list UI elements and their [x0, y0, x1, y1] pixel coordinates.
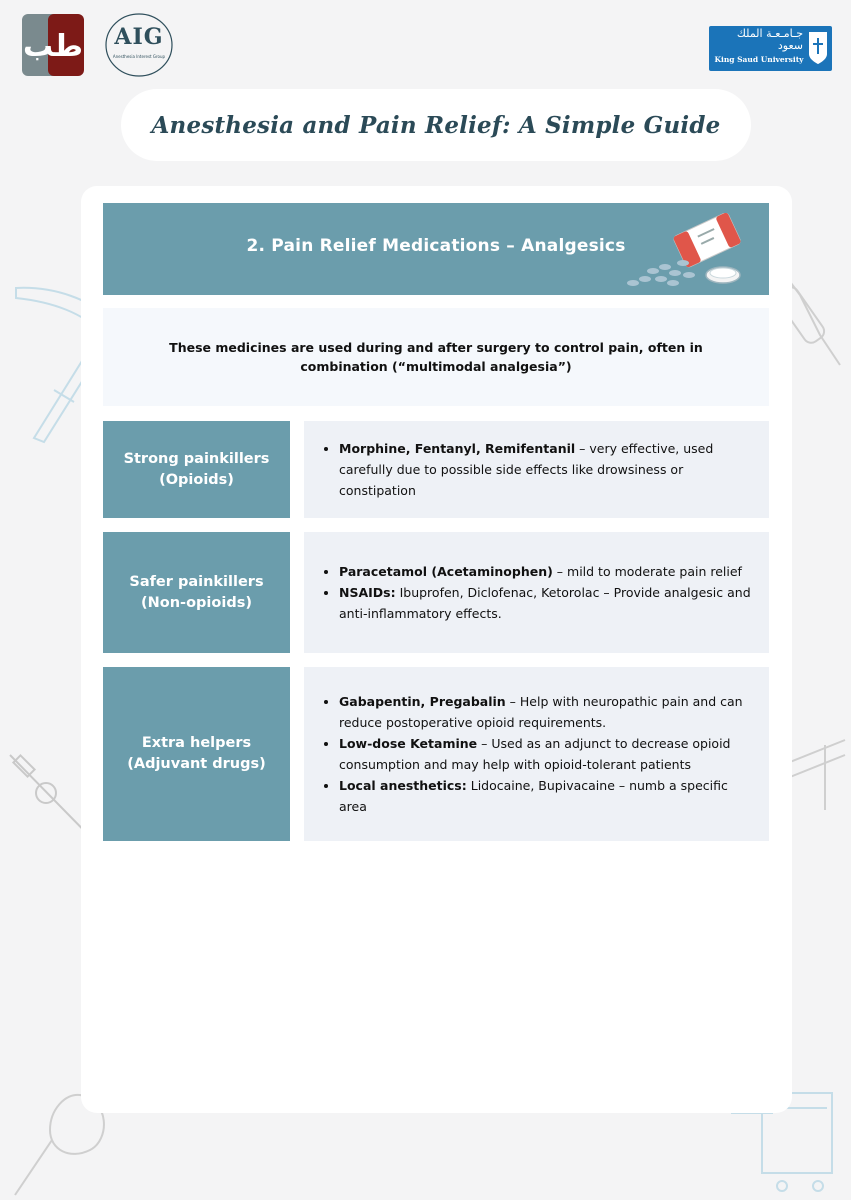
- row-body-adjuvant: [304, 667, 769, 841]
- aig-logo: [104, 12, 174, 78]
- row-label-line2: (Non-opioids): [141, 594, 252, 611]
- ksu-english-name: King Saud University: [714, 55, 804, 64]
- aig-logo-text: AIG: [114, 24, 164, 50]
- row-label-non-opioids: [103, 532, 290, 653]
- intro-text: These medicines are used during and after surgery to control pain, often in combination (“multimodal analgesia”): [169, 340, 703, 374]
- section-header: [103, 203, 769, 295]
- aig-logo-subtitle: Anesthesia Interest Group: [112, 54, 166, 59]
- ksu-logo: [709, 26, 832, 71]
- row-label-adjuvant: [103, 667, 290, 841]
- row-label-line2: (Opioids): [159, 471, 234, 488]
- row-label-opioids: [103, 421, 290, 518]
- list-item: • NSAIDs: Ibuprofen, Diclofenac, Ketorolac – Provide analgesic and anti-inflammatory effects.: [339, 582, 759, 624]
- list-item: • Paracetamol (Acetaminophen) – mild to moderate pain relief: [339, 561, 759, 582]
- list-item: • Gabapentin, Pregabalin – Help with neuropathic pain and can reduce postoperative opioid requirements.: [339, 691, 759, 733]
- list-item: • Morphine, Fentanyl, Remifentanil – very effective, used carefully due to possible side effects like drowsiness or constipation: [339, 438, 759, 501]
- tb-logo: [22, 14, 84, 76]
- ksu-arabic-name: جـامـعـة الملك سعود: [736, 27, 803, 52]
- section-title: 2. Pain Relief Medications – Analgesics: [246, 236, 626, 256]
- row-label-line1: Strong painkillers: [123, 450, 270, 467]
- row-body-non-opioids: [304, 532, 769, 653]
- intro-box: [103, 308, 769, 406]
- row-label-line1: Safer painkillers: [129, 573, 264, 590]
- pill-bottle-icon: [623, 213, 753, 295]
- ksu-emblem-icon: [807, 30, 829, 66]
- row-label-line2: (Adjuvant drugs): [127, 756, 266, 772]
- page-title: Anesthesia and Pain Relief: A Simple Guide: [151, 111, 721, 139]
- list-item: • Local anesthetics: Lidocaine, Bupivacaine – numb a specific area: [339, 775, 759, 817]
- row-body-opioids: [304, 421, 769, 518]
- tb-logo-text: طب: [22, 29, 84, 64]
- title-banner: [121, 89, 751, 161]
- row-label-line1: Extra helpers: [141, 735, 252, 751]
- list-item: • Low-dose Ketamine – Used as an adjunct to decrease opioid consumption and may help with opioid-tolerant patients: [339, 733, 759, 775]
